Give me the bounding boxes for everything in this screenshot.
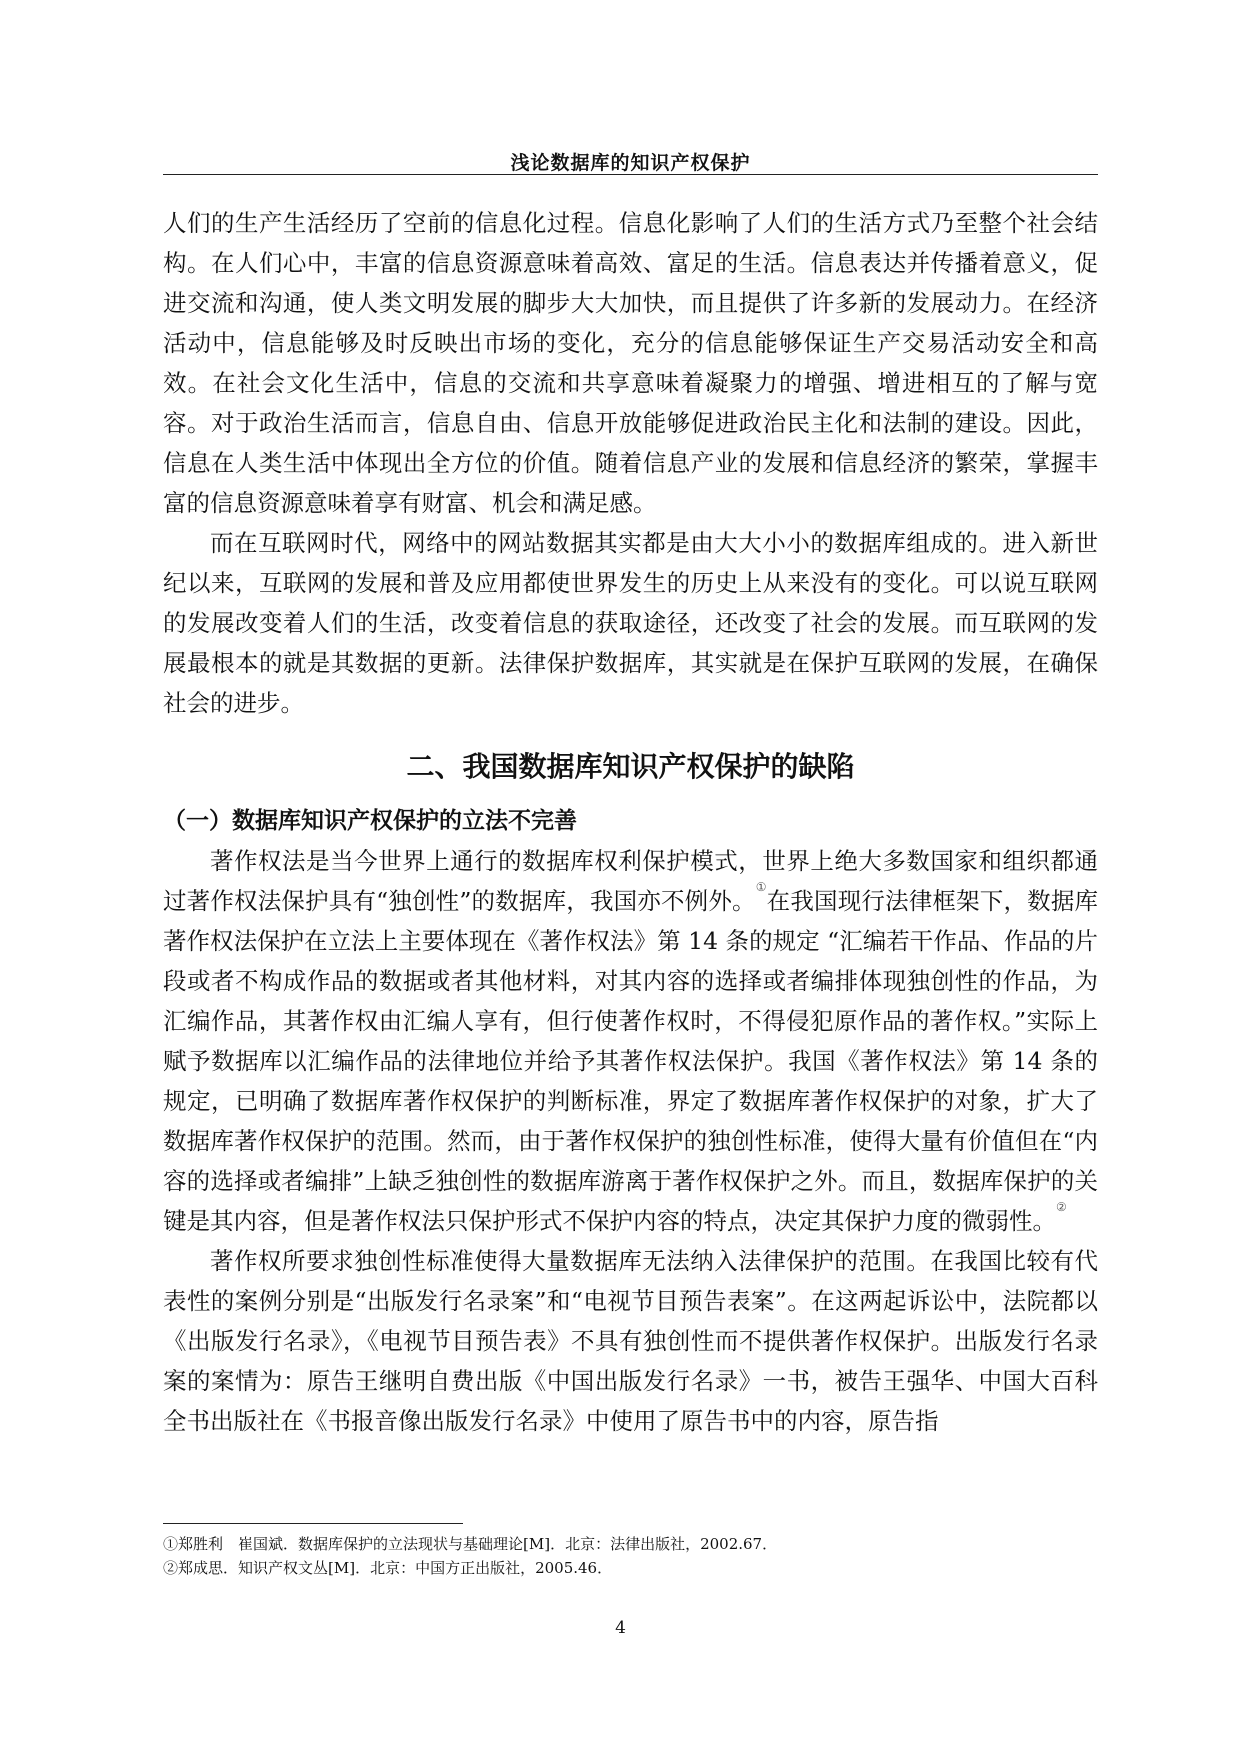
paragraph: 而在互联网时代，网络中的网站数据其实都是由大大小小的数据库组成的。进入新世纪以来，互联网的发展和普及应用都使世界发生的历史上从来没有的变化。可以说互联网的发展改变着人们的生活，改变着信息的获取途径，还改变了社会的发展。而互联网的发展最根本的就是其数据的更新。法律保护数据库，其实就是在保护互联网的发展，在确保社会的进步。 <box>163 529 1098 717</box>
header-divider <box>163 174 1098 175</box>
section-heading: 二、我国数据库知识产权保护的缺陷 <box>406 750 855 783</box>
footnote-ref-1: ① <box>755 880 767 894</box>
paragraph-text: 著作权法是当今世界上通行的数据库权利保护模式，世界上绝大多数国家和组织都通过著作权法保护具有“独创性”的数据库，我国亦不例外。 <box>163 847 1098 915</box>
footnote: ②郑成思．知识产权文丛[M]．北京：中国方正出版社，2005.46． <box>163 1559 613 1577</box>
paragraph: 著作权所要求独创性标准使得大量数据库无法纳入法律保护的范围。在我国比较有代表性的案例分别是“出版发行名录案”和“电视节目预告表案”。在这两起诉讼中，法院都以《出版发行名录》，《电视节目预告表》不具有独创性而不提供著作权保护。出版发行名录案的案情为：原告王继明自费出版《中国出版发行名录》一书，被告王强华、中国大百科全书出版社在《书报音像出版发行名录》中使用了原告书中的内容，原告指 <box>163 1247 1098 1435</box>
footnote: ①郑胜利 崔国斌．数据库保护的立法现状与基础理论[M]．北京：法律出版社，2002.67． <box>163 1535 778 1553</box>
footnote-divider <box>163 1523 463 1524</box>
footnotes <box>163 1532 1098 1580</box>
running-header: 浅论数据库的知识产权保护 <box>510 152 751 174</box>
page-number: 4 <box>615 1618 626 1638</box>
paragraph-text: 在我国现行法律框架下，数据库著作权法保护在立法上主要体现在《著作权法》第 14 条的规定 “汇编若干作品、作品的片段或者不构成作品的数据或者其他材料，对其内容的选择或者编排体现独创性的作品，为汇编作品，其著作权由汇编人享有，但行使著作权时，不得侵犯原作品的著作权。”实际上赋予数据库以汇编作品的法律地位并给予其著作权法保护。我国《著作权法》第 14 条的规定，已明确了数据库著作权保护的判断标准，界定了数据库著作权保护的对象，扩大了数据库著作权保护的范围。然而，由于著作权保护的独创性标准，使得大量有价值但在“内容的选择或者编排”上缺乏独创性的数据库游离于著作权保护之外。而且，数据库保护的关键是其内容，但是著作权法只保护形式不保护内容的特点，决定其保护力度的微弱性。 <box>163 887 1099 1235</box>
paragraph <box>163 841 1098 1241</box>
subsection-heading: （一）数据库知识产权保护的立法不完善 <box>163 808 577 834</box>
paragraph: 人们的生产生活经历了空前的信息化过程。信息化影响了人们的生活方式乃至整个社会结构。在人们心中，丰富的信息资源意味着高效、富足的生活。信息表达并传播着意义，促进交流和沟通，使人类文明发展的脚步大大加快，而且提供了许多新的发展动力。在经济活动中，信息能够及时反映出市场的变化，充分的信息能够保证生产交易活动安全和高效。在社会文化生活中，信息的交流和共享意味着凝聚力的增强、增进相互的了解与宽容。对于政治生活而言，信息自由、信息开放能够促进政治民主化和法制的建设。因此，信息在人类生活中体现出全方位的价值。随着信息产业的发展和信息经济的繁荣，掌握丰富的信息资源意味着享有财富、机会和满足感。 <box>163 209 1098 517</box>
body-text <box>163 203 1098 1441</box>
footnote-ref-2: ② <box>1056 1200 1067 1214</box>
